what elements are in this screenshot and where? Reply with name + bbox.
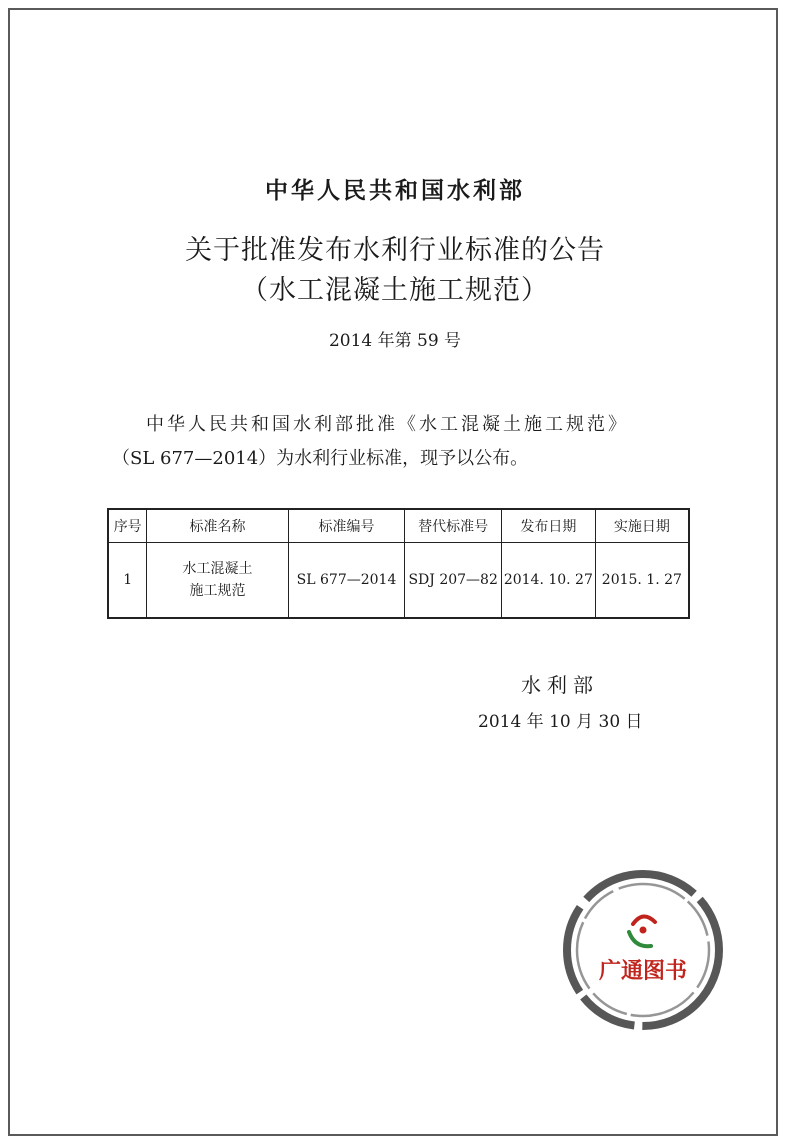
cell-effective-date: 2015. 1. 27: [595, 543, 689, 619]
column-header-effective-date: 实施日期: [595, 509, 689, 543]
seal-logo-icon: [629, 916, 655, 946]
seal-text: 广通图书: [598, 959, 688, 984]
column-header-name: 标准名称: [147, 509, 288, 543]
body-paragraph-line1: 中华人民共和国水利部批准《水工混凝土施工规范》: [146, 414, 629, 435]
cell-publish-date: 2014. 10. 27: [501, 543, 595, 619]
column-header-replaces: 替代标准号: [405, 509, 502, 543]
signature-date: 2014 年 10 月 30 日: [478, 712, 643, 732]
seal-stamp: [555, 860, 730, 1035]
column-header-publish-date: 发布日期: [501, 509, 595, 543]
body-paragraph-line2: （SL 677—2014）为水利行业标准，现予以公布。: [112, 448, 529, 469]
table-header-row: [108, 509, 689, 543]
announcement-number: 2014 年第 59 号: [328, 331, 462, 351]
seal-outer-ring: [567, 874, 719, 1026]
announcement-subtitle: （水工混凝土施工规范）: [241, 275, 549, 306]
standards-table: [107, 508, 690, 619]
seal-inner-ring: [577, 884, 709, 1016]
issuing-ministry: 中华人民共和国水利部: [265, 178, 525, 204]
cell-standard-name-line2: 施工规范: [189, 583, 246, 599]
cell-standard-code: SL 677—2014: [288, 543, 405, 619]
announcement-title: 关于批准发布水利行业标准的公告: [185, 235, 605, 266]
cell-standard-name-line1: 水工混凝土: [182, 561, 253, 577]
cell-standard-name: [147, 543, 288, 619]
table-row: [108, 543, 689, 619]
column-header-code: 标准编号: [288, 509, 405, 543]
column-header-index: 序号: [108, 509, 147, 543]
cell-index: 1: [108, 543, 147, 619]
cell-replaced-standard: SDJ 207—82: [405, 543, 502, 619]
signer: 水利部: [521, 673, 599, 697]
